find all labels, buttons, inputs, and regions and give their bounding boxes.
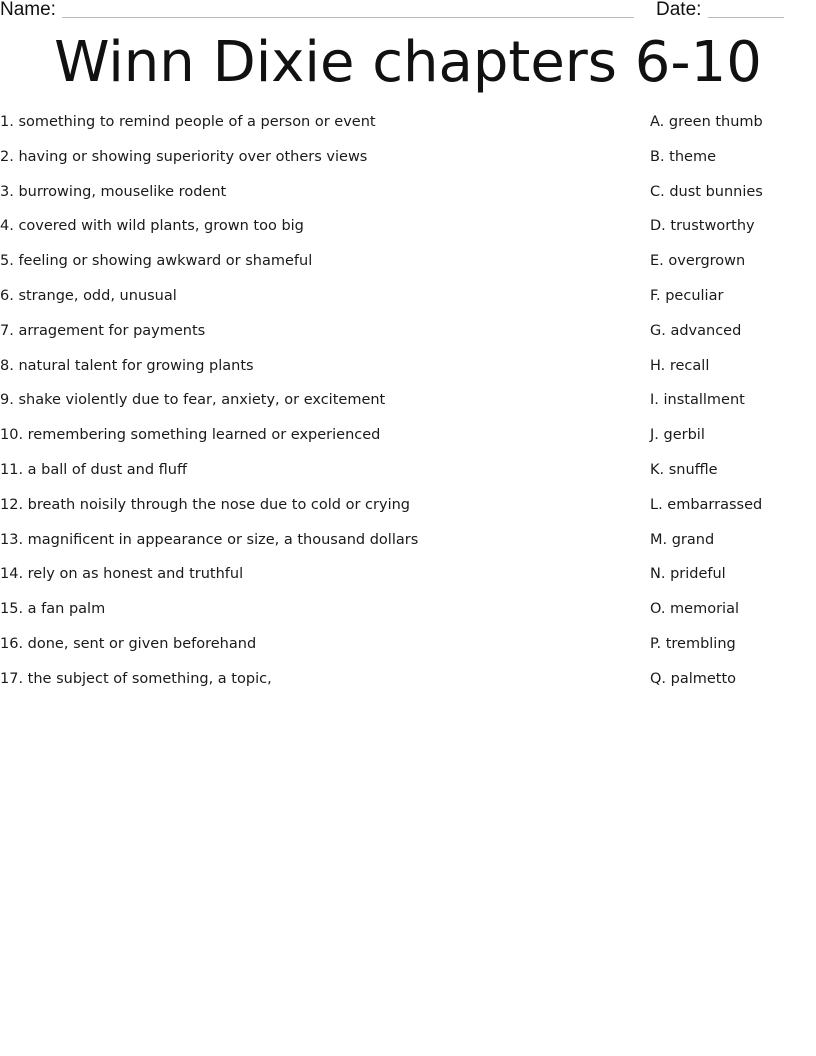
list-item bbox=[0, 597, 816, 632]
answer-option: O. memorial bbox=[650, 601, 739, 618]
answer-option: K. snuffle bbox=[650, 461, 718, 478]
list-item bbox=[0, 667, 816, 702]
clue-text: 10. remembering something learned or experienced bbox=[0, 427, 381, 444]
clue-text: 7. arragement for payments bbox=[0, 322, 206, 339]
answer-option: A. green thumb bbox=[650, 114, 763, 130]
answer-option: G. advanced bbox=[650, 322, 742, 339]
answer-option: L. embarrassed bbox=[650, 496, 763, 513]
list-item bbox=[0, 493, 816, 528]
answer-option: D. trustworthy bbox=[650, 218, 755, 235]
list-item bbox=[0, 423, 816, 458]
clue-text: 14. rely on as honest and truthful bbox=[0, 566, 244, 583]
clue-text: 5. feeling or showing awkward or shameful bbox=[0, 253, 313, 270]
worksheet-header bbox=[0, 0, 816, 22]
list-item bbox=[0, 214, 816, 249]
answer-option: E. overgrown bbox=[650, 253, 746, 270]
answer-option: Q. palmetto bbox=[650, 670, 737, 687]
answer-option: B. theme bbox=[650, 148, 717, 165]
list-item bbox=[0, 145, 816, 180]
answer-option: H. recall bbox=[650, 357, 710, 374]
list-item bbox=[0, 110, 816, 145]
answer-option: C. dust bunnies bbox=[650, 183, 763, 200]
clue-text: 4. covered with wild plants, grown too big bbox=[0, 218, 304, 235]
clue-text: 1. something to remind people of a person or event bbox=[0, 114, 376, 130]
list-item bbox=[0, 354, 816, 389]
worksheet-title: Winn Dixie chapters 6-10 bbox=[54, 30, 762, 95]
answer-option: F. peculiar bbox=[650, 287, 724, 304]
list-item bbox=[0, 319, 816, 354]
date-label: Date: bbox=[656, 0, 702, 20]
clue-text: 16. done, sent or given beforehand bbox=[0, 635, 257, 652]
answer-option: J. gerbil bbox=[650, 427, 705, 444]
clue-text: 15. a fan palm bbox=[0, 601, 106, 618]
clue-text: 12. breath noisily through the nose due to cold or crying bbox=[0, 496, 410, 513]
clue-text: 17. the subject of something, a topic, bbox=[0, 670, 272, 687]
list-item bbox=[0, 180, 816, 215]
list-item bbox=[0, 284, 816, 319]
clue-text: 13. magnificent in appearance or size, a thousand dollars bbox=[0, 531, 419, 548]
list-item bbox=[0, 249, 816, 284]
clue-text: 9. shake violently due to fear, anxiety, or excitement bbox=[0, 392, 386, 409]
list-item bbox=[0, 458, 816, 493]
name-label: Name: bbox=[0, 0, 56, 20]
clue-text: 8. natural talent for growing plants bbox=[0, 357, 254, 374]
matching-list bbox=[0, 110, 816, 702]
list-item bbox=[0, 632, 816, 667]
list-item bbox=[0, 562, 816, 597]
answer-option: P. trembling bbox=[650, 635, 736, 652]
answer-option: I. installment bbox=[650, 392, 745, 409]
answer-option: N. prideful bbox=[650, 566, 726, 583]
answer-option: M. grand bbox=[650, 531, 715, 548]
clue-text: 6. strange, odd, unusual bbox=[0, 287, 177, 304]
clue-text: 3. burrowing, mouselike rodent bbox=[0, 183, 227, 200]
clue-text: 2. having or showing superiority over others views bbox=[0, 148, 368, 165]
list-item bbox=[0, 528, 816, 563]
clue-text: 11. a ball of dust and fluff bbox=[0, 461, 187, 478]
date-blank-line bbox=[708, 17, 784, 18]
list-item bbox=[0, 388, 816, 423]
name-blank-line bbox=[62, 17, 634, 18]
